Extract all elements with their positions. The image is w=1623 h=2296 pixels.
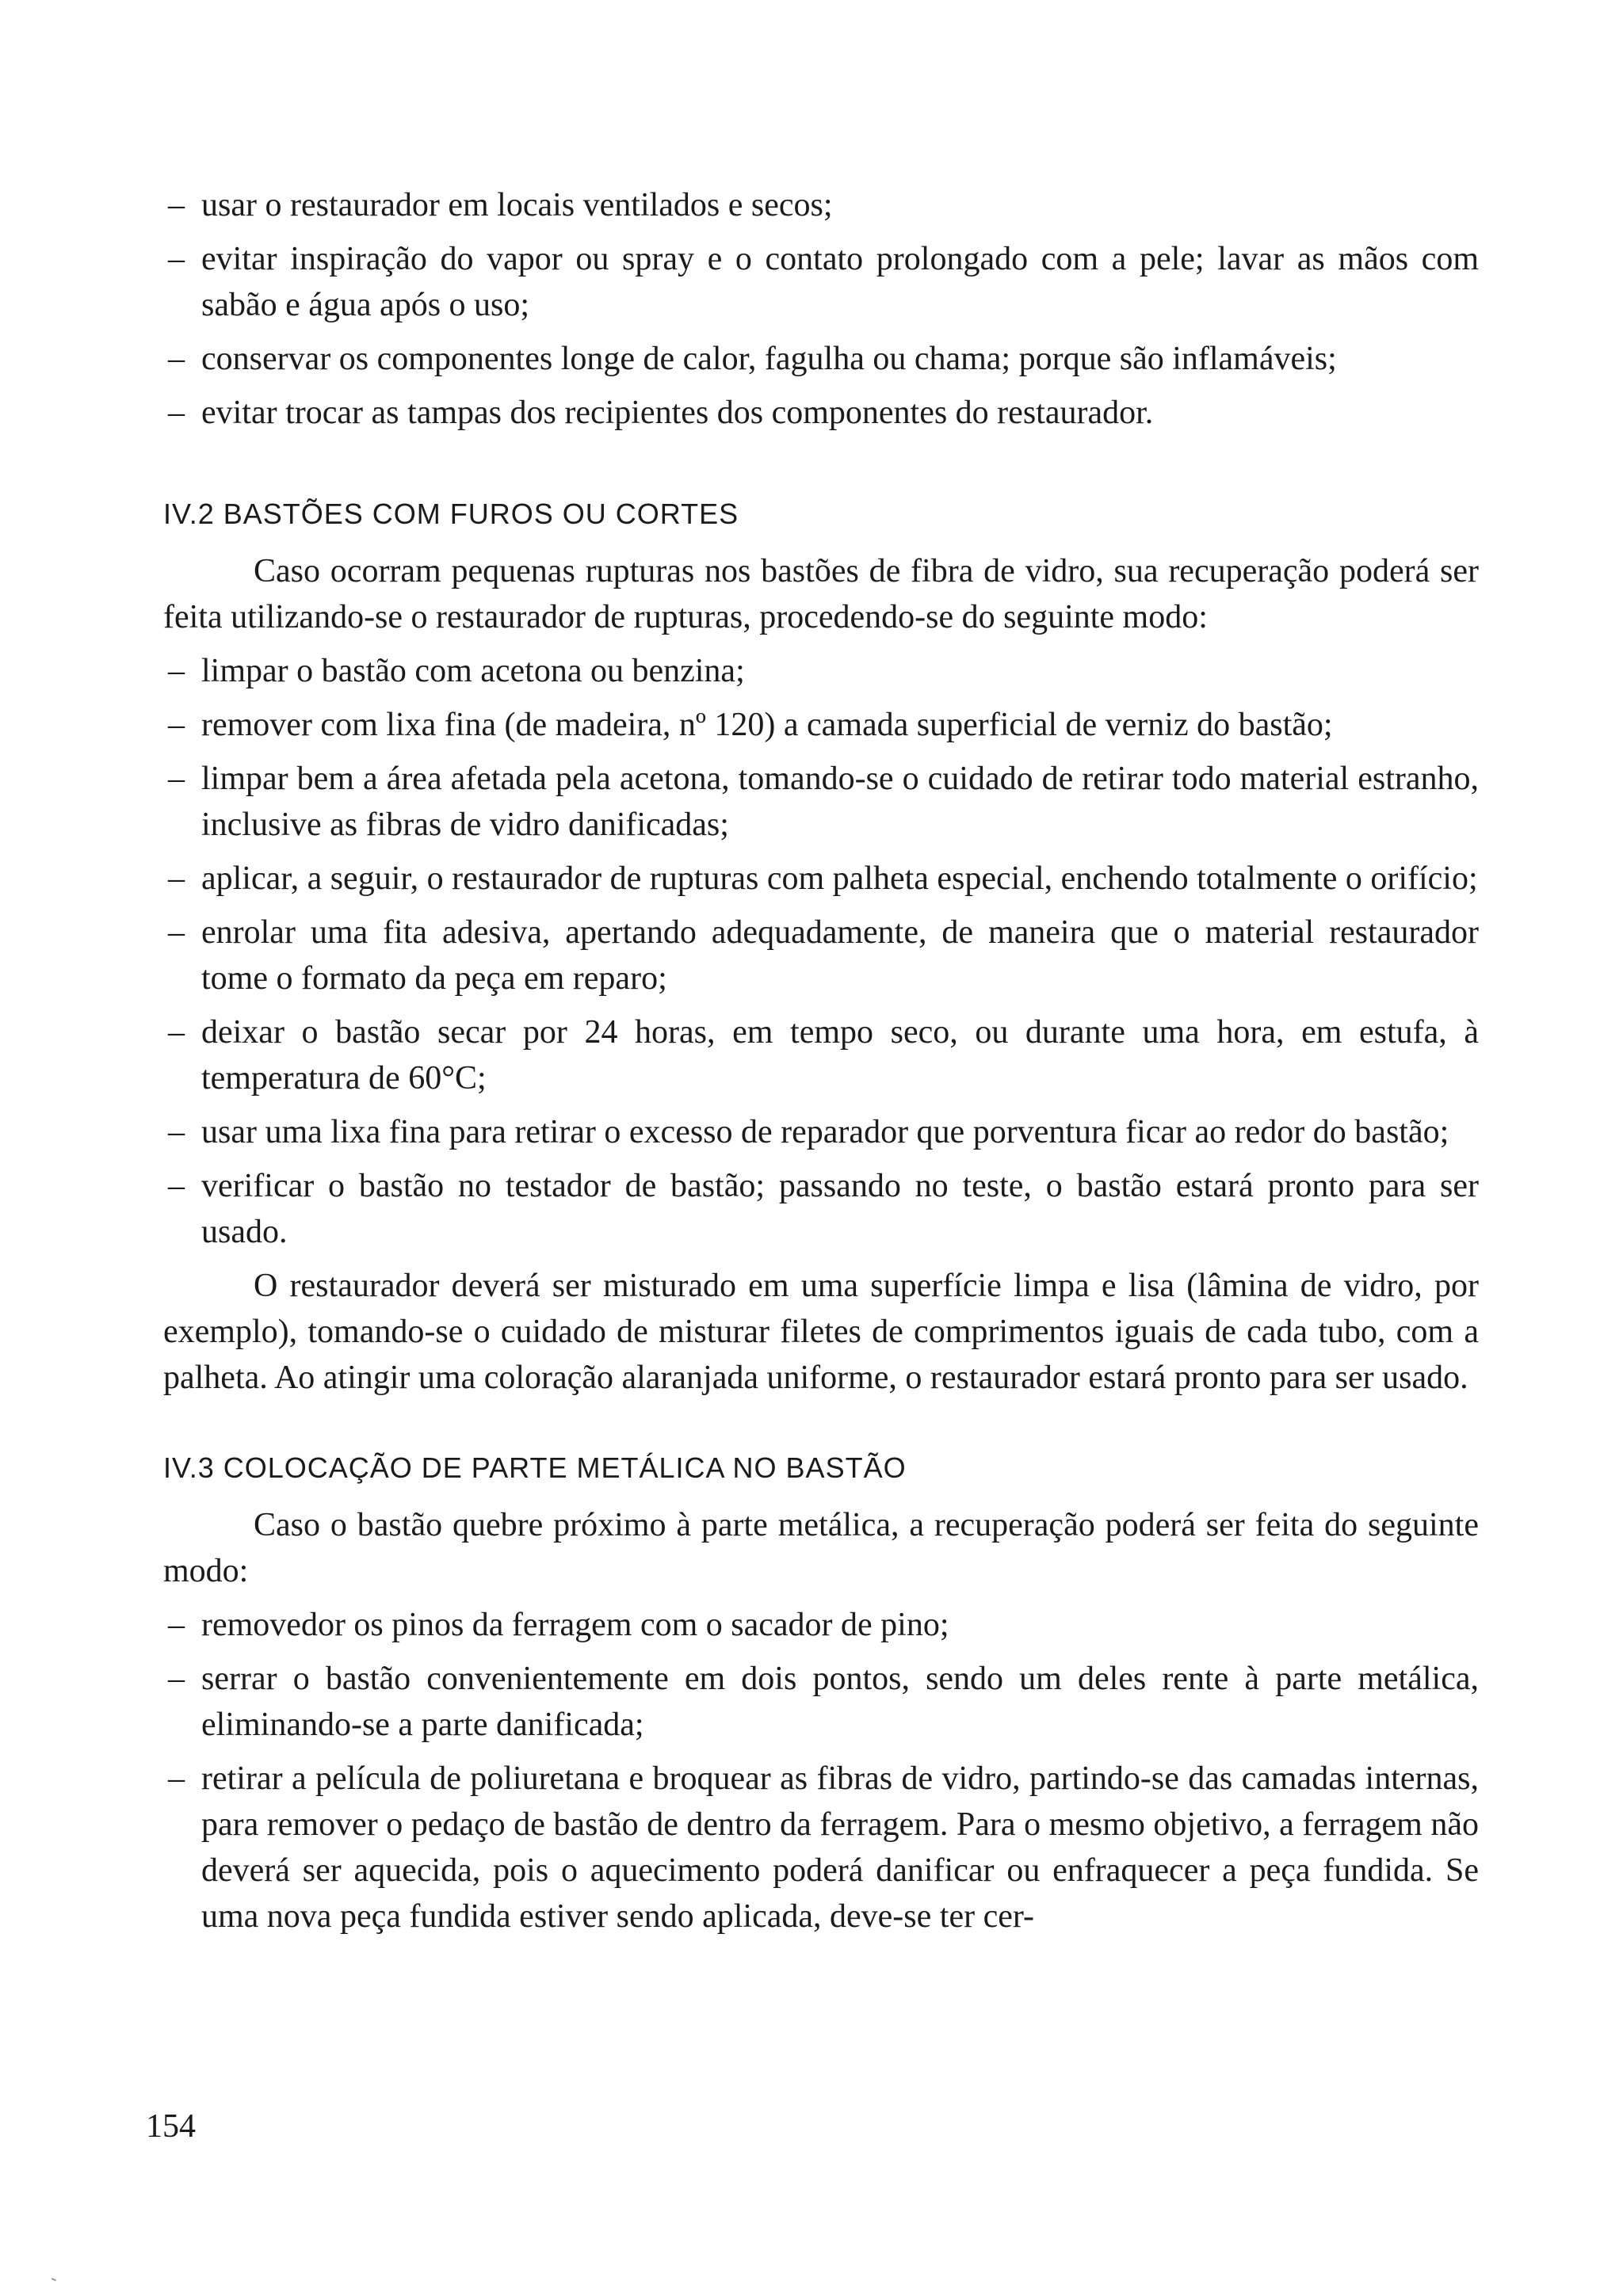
dash: – <box>168 1168 185 1204</box>
dash: – <box>168 761 185 797</box>
list-item-text: evitar trocar as tampas dos recipientes dos componentes do restaurador. <box>201 395 1154 431</box>
dash: – <box>168 1661 185 1697</box>
list-item-text: aplicar, a seguir, o restaurador de rupturas com palheta especial, enchendo totalmente o orifício; <box>201 860 1478 897</box>
list-item <box>163 1109 1479 1155</box>
dash: – <box>168 1607 185 1643</box>
list-item <box>163 856 1479 902</box>
list-item <box>163 336 1479 382</box>
list-item <box>163 756 1479 848</box>
dash: – <box>168 860 185 897</box>
dash: – <box>168 914 185 951</box>
scan-mark <box>50 2278 56 2284</box>
list-item-text: removedor os pinos da ferragem com o sacador de pino; <box>201 1607 949 1643</box>
list-item-text: evitar inspiração do vapor ou spray e o contato prolongado com a pele; lavar as mãos com sabão e água após o uso; <box>201 241 1479 323</box>
dash: – <box>168 1114 185 1150</box>
dash: – <box>168 341 185 377</box>
list-item <box>163 390 1479 436</box>
list-item-text: verificar o bastão no testador de bastão; passando no teste, o bastão estará pronto para ser usado. <box>201 1168 1479 1250</box>
dash: – <box>168 187 185 223</box>
list-item <box>163 1756 1479 1939</box>
list-item-text: usar o restaurador em locais ventilados e secos; <box>201 187 833 223</box>
section-heading: IV.3 COLOCAÇÃO DE PARTE METÁLICA NO BASTÃO <box>163 1451 907 1484</box>
list-item <box>163 910 1479 1001</box>
list-item-text: deixar o bastão secar por 24 horas, em tempo seco, ou durante uma hora, em estufa, à temperatura de 60°C; <box>201 1014 1479 1097</box>
list-item <box>163 1009 1479 1101</box>
dash: – <box>168 1014 185 1051</box>
list-item <box>163 236 1479 328</box>
page-body <box>163 182 1479 1947</box>
list-item <box>163 1602 1479 1648</box>
list-item-text: retirar a película de poliuretana e broquear as fibras de vidro, partindo-se das camadas internas, para remover o pedaço de bastão de dentro da ferragem. Para o mesmo objetivo, a ferragem não deverá ser aquecida, pois o aquecimento poderá danificar ou enfraquecer a peça fundida. Se uma nova peça fundida estiver sendo aplicada, deve-se ter cer- <box>201 1760 1479 1935</box>
list-item <box>163 702 1479 748</box>
dash: – <box>168 241 185 277</box>
list-item-text: enrolar uma fita adesiva, apertando adequadamente, de maneira que o material restaurador tome o formato da peça em reparo; <box>201 914 1479 997</box>
list-item-text: usar uma lixa fina para retirar o excesso de reparador que porventura ficar ao redor do bastão; <box>201 1114 1449 1150</box>
list-item-text: limpar o bastão com acetona ou benzina; <box>201 653 745 689</box>
page-number: 154 <box>146 2108 196 2145</box>
list-item <box>163 1656 1479 1748</box>
list-item <box>163 1163 1479 1255</box>
dash: – <box>168 707 185 743</box>
precautions-list <box>163 182 1479 436</box>
list-item-text: limpar bem a área afetada pela acetona, tomando-se o cuidado de retirar todo material estranho, inclusive as fibras de vidro danificadas; <box>201 761 1479 843</box>
list-item-text: serrar o bastão convenientemente em dois pontos, sendo um deles rente à parte metálica, eliminando-se a parte danificada; <box>201 1661 1479 1743</box>
list-item-text: remover com lixa fina (de madeira, nº 120) a camada superficial de verniz do bastão; <box>201 707 1333 743</box>
list-item-text: conservar os componentes longe de calor, fagulha ou chama; porque são inflamáveis; <box>201 341 1337 377</box>
dash: – <box>168 1760 185 1797</box>
dash: – <box>168 395 185 431</box>
list-item <box>163 182 1479 228</box>
section-intro: Caso ocorram pequenas rupturas nos bastões de fibra de vidro, sua recuperação poderá ser feita utilizando-se o restaurador de rupturas, procedendo-se do seguinte modo: <box>163 553 1479 635</box>
procedure-list <box>163 648 1479 1255</box>
section-intro: Caso o bastão quebre próximo à parte metálica, a recuperação poderá ser feita do seguinte modo: <box>163 1507 1479 1589</box>
section-closing: O restaurador deverá ser misturado em uma superfície limpa e lisa (lâmina de vidro, por exemplo), tomando-se o cuidado de misturar filetes de comprimentos iguais de cada tubo, com a palheta. Ao atingir uma coloração alaranjada uniforme, o restaurador estará pronto para ser usado. <box>163 1268 1479 1396</box>
procedure-list <box>163 1602 1479 1939</box>
dash: – <box>168 653 185 689</box>
section-heading: IV.2 BASTÕES COM FUROS OU CORTES <box>163 498 739 530</box>
list-item <box>163 648 1479 694</box>
